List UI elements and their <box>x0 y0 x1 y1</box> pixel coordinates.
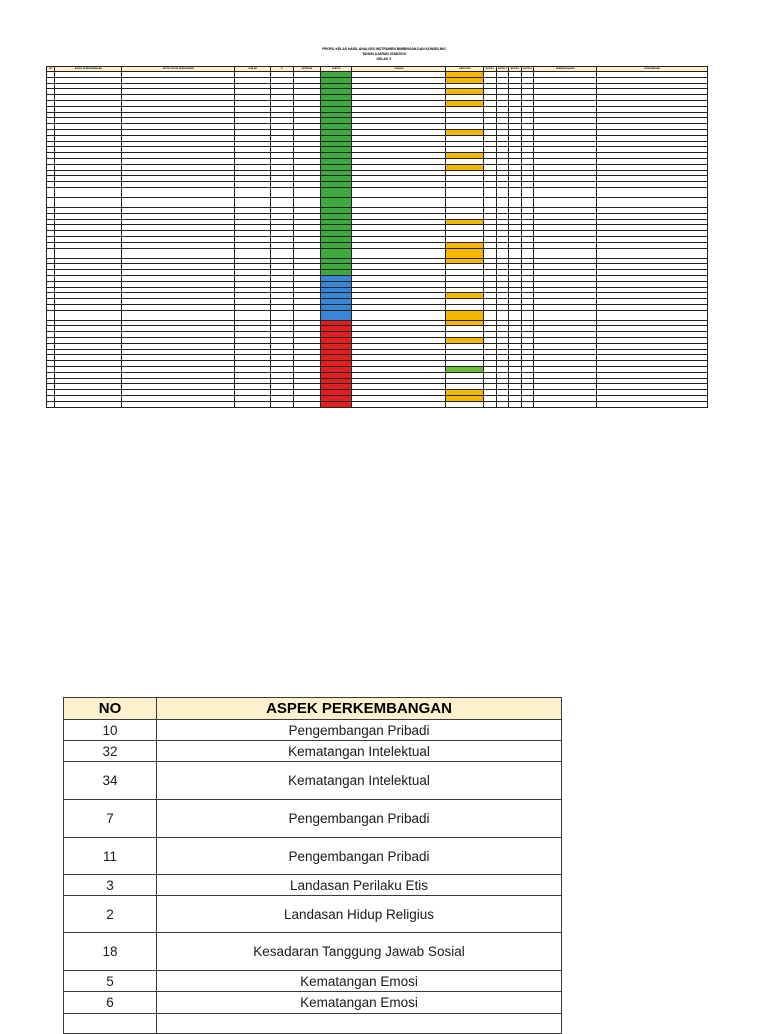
overview-cell <box>320 310 351 320</box>
overview-cell <box>235 248 271 258</box>
overview-row <box>47 197 708 207</box>
row-aspect: Kematangan Emosi <box>157 992 562 1014</box>
table-row <box>64 838 562 875</box>
overview-cell <box>484 401 497 407</box>
overview-cell <box>352 197 446 207</box>
row-aspect: Kematangan Intelektual <box>157 762 562 800</box>
overview-cell <box>484 248 497 258</box>
overview-cell <box>446 401 484 407</box>
sheet-title: PROFIL KELAS HASIL ANALISIS INSTRUMEN BIMBINGAN DAN KONSELING <box>322 47 446 51</box>
overview-cell <box>122 401 235 407</box>
overview-cell <box>320 401 351 407</box>
sheet-subtitle: TAHUN AJARAN 2018/2019 <box>362 52 406 56</box>
overview-cell <box>496 310 509 320</box>
overview-header-cell: BUTIR 2 <box>496 67 509 72</box>
overview-cell <box>55 310 122 320</box>
row-no: 32 <box>64 741 157 762</box>
header-no: NO <box>64 698 157 720</box>
overview-cell <box>320 197 351 207</box>
overview-cell <box>320 248 351 258</box>
sheet-class: KELAS X <box>376 57 392 61</box>
table-row <box>64 720 562 741</box>
overview-cell <box>270 401 293 407</box>
overview-cell <box>235 310 271 320</box>
overview-cell <box>509 310 522 320</box>
aspect-table <box>63 697 562 1034</box>
overview-cell <box>270 197 293 207</box>
table-row <box>64 971 562 992</box>
overview-cell <box>235 401 271 407</box>
row-aspect: Pengembangan Pribadi <box>157 800 562 838</box>
overview-cell <box>55 248 122 258</box>
row-no: 5 <box>64 971 157 992</box>
overview-table <box>46 66 708 408</box>
overview-cell <box>352 248 446 258</box>
header-aspect: ASPEK PERKEMBANGAN <box>157 698 562 720</box>
overview-cell <box>496 248 509 258</box>
overview-cell <box>47 310 55 320</box>
overview-cell <box>47 197 55 207</box>
overview-cell <box>270 187 293 197</box>
overview-cell <box>509 401 522 407</box>
overview-cell <box>521 248 534 258</box>
overview-cell <box>352 310 446 320</box>
overview-cell <box>293 197 320 207</box>
overview-cell <box>597 197 708 207</box>
overview-cell <box>521 187 534 197</box>
overview-cell <box>496 197 509 207</box>
overview-cell <box>597 401 708 407</box>
overview-cell <box>235 187 271 197</box>
overview-cell <box>352 187 446 197</box>
overview-cell <box>293 310 320 320</box>
overview-row <box>47 401 708 407</box>
overview-cell <box>122 197 235 207</box>
table-row <box>64 933 562 971</box>
table-row <box>64 992 562 1014</box>
overview-cell <box>446 187 484 197</box>
overview-cell <box>484 197 497 207</box>
overview-cell <box>446 310 484 320</box>
overview-cell <box>47 401 55 407</box>
overview-cell <box>270 248 293 258</box>
overview-header-cell: BUTIR 4 <box>521 67 534 72</box>
aspect-table-header <box>64 698 562 720</box>
overview-header-cell: BUTIR / BUTIR PERNYATAAN <box>122 67 235 72</box>
overview-row <box>47 187 708 197</box>
row-no: 7 <box>64 800 157 838</box>
overview-cell <box>509 187 522 197</box>
overview-cell <box>55 187 122 197</box>
overview-row <box>47 248 708 258</box>
overview-row <box>47 310 708 320</box>
overview-cell <box>122 310 235 320</box>
row-aspect: Landasan Perilaku Etis <box>157 875 562 896</box>
overview-cell <box>534 187 597 197</box>
row-no: 3 <box>64 875 157 896</box>
table-row <box>64 741 562 762</box>
overview-header-cell: JUMLAH <box>235 67 271 72</box>
row-aspect: Kematangan Intelektual <box>157 741 562 762</box>
overview-cell <box>47 248 55 258</box>
overview-cell <box>509 248 522 258</box>
row-no: 18 <box>64 933 157 971</box>
overview-cell <box>534 197 597 207</box>
table-row <box>64 762 562 800</box>
overview-cell <box>122 187 235 197</box>
overview-cell <box>235 197 271 207</box>
row-aspect: Pengembangan Pribadi <box>157 838 562 875</box>
row-aspect: Kesadaran Tanggung Jawab Sosial <box>157 933 562 971</box>
overview-cell <box>446 197 484 207</box>
overview-cell <box>521 401 534 407</box>
row-aspect: Kematangan Emosi <box>157 971 562 992</box>
overview-header-cell: STATUS <box>320 67 351 72</box>
row-no: 10 <box>64 720 157 741</box>
row-aspect: Pengembangan Pribadi <box>157 720 562 741</box>
overview-cell <box>597 187 708 197</box>
row-no: 6 <box>64 992 157 1014</box>
overview-header-cell: % <box>270 67 293 72</box>
row-no: 11 <box>64 838 157 875</box>
row-aspect: Landasan Hidup Religius <box>157 896 562 933</box>
overview-cell <box>496 187 509 197</box>
overview-cell <box>509 197 522 207</box>
overview-cell <box>446 248 484 258</box>
overview-cell <box>122 248 235 258</box>
overview-cell <box>293 187 320 197</box>
overview-cell <box>534 401 597 407</box>
overview-header-cell: ASPEK PERKEMBANGAN <box>55 67 122 72</box>
overview-cell <box>597 248 708 258</box>
overview-cell <box>534 310 597 320</box>
row-no: 34 <box>64 762 157 800</box>
overview-header-cell: KRITERIA <box>293 67 320 72</box>
overview-header-cell: PERMASALAHAN <box>534 67 597 72</box>
overview-header-cell: KETERANGAN <box>597 67 708 72</box>
overview-cell <box>293 401 320 407</box>
overview-header-cell: NO <box>47 67 55 72</box>
table-row <box>64 800 562 838</box>
overview-cell <box>521 197 534 207</box>
overview-header-cell: KONDISI <box>352 67 446 72</box>
overview-cell <box>47 187 55 197</box>
overview-cell <box>55 401 122 407</box>
table-row <box>64 875 562 896</box>
overview-cell <box>597 310 708 320</box>
overview-cell <box>496 401 509 407</box>
row-no: 2 <box>64 896 157 933</box>
overview-cell <box>484 187 497 197</box>
overview-cell <box>484 310 497 320</box>
overview-header-cell: KATEGORI <box>446 67 484 72</box>
overview-header-cell: BUTIR 3 <box>509 67 522 72</box>
overview-body <box>47 72 708 408</box>
overview-cell <box>270 310 293 320</box>
table-row <box>64 896 562 933</box>
overview-cell <box>352 401 446 407</box>
sheet-title-block <box>0 47 768 62</box>
overview-cell <box>55 197 122 207</box>
overview-cell <box>534 248 597 258</box>
overview-header-cell: BUTIR 1 <box>484 67 497 72</box>
overview-cell <box>293 248 320 258</box>
overview-cell <box>521 310 534 320</box>
overview-cell <box>320 187 351 197</box>
